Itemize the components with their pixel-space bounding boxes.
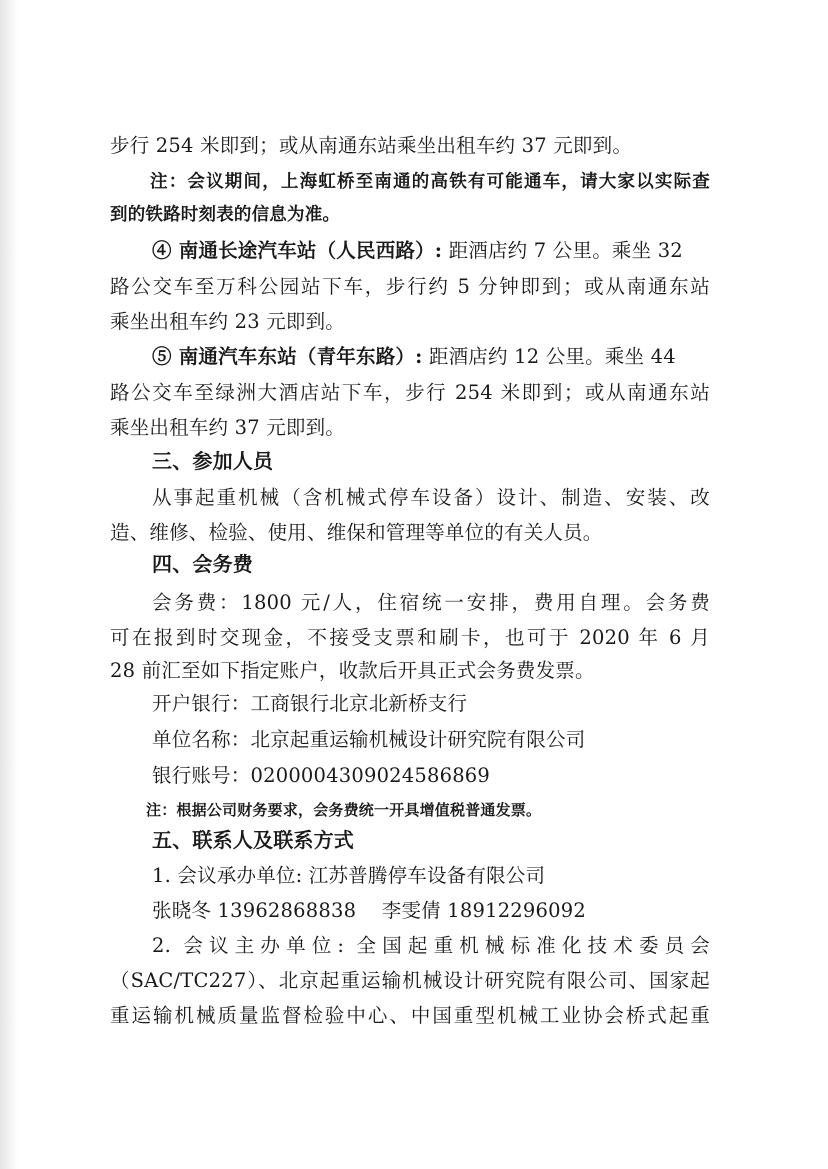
- text-line: 从事起重机械（含机械式停车设备）设计、制造、安装、改: [152, 486, 710, 509]
- route-item-4: [152, 237, 710, 265]
- route-item-5-label: ⑤ 南通汽车东站（青年东路）:: [152, 345, 423, 368]
- text-line: 会务费：1800 元/人，住宿统一安排，费用自理。会务费: [152, 591, 710, 614]
- scan-edge-shadow: [0, 0, 18, 1169]
- note-highspeed-rail: 注：会议期间，上海虹桥至南通的高铁有可能通车，请大家以实际查: [150, 172, 710, 192]
- text-line: 步行 254 米即到；或从南通东站乘坐出租车约 37 元即到。: [110, 134, 633, 157]
- text-line: 路公交车至万科公园站下车，步行约 5 分钟即到；或从南通东站: [110, 275, 710, 298]
- route-item-4-label: ④ 南通长途汽车站（人民西路）:: [152, 239, 443, 262]
- contact-persons: 张晓冬 13962868838 李雯倩 18912296092: [152, 899, 586, 922]
- note-invoice: 注：根据公司财务要求，会务费统一开具增值税普通发票。: [146, 801, 542, 819]
- host: 2. 会议主办单位: 全国起重机械标准化技术委员会: [152, 934, 710, 957]
- text-line: 乘坐出租车约 37 元即到。: [110, 416, 346, 439]
- section-heading-fee: 四、会务费: [152, 552, 253, 576]
- section-heading-contacts: 五、联系人及联系方式: [152, 828, 354, 852]
- bank-name: 开户银行：工商银行北京北新桥支行: [152, 692, 468, 715]
- route-item-5-text: 距酒店约 12 公里。乘坐 44: [422, 345, 676, 368]
- text-line: （SAC/TC227）、北京起重运输机械设计研究院有限公司、国家起: [110, 969, 710, 992]
- text-line: 28 前汇至如下指定账户，收款后开具正式会务费发票。: [110, 659, 595, 682]
- organizer: 1. 会议承办单位: 江苏普腾停车设备有限公司: [152, 864, 546, 887]
- text-line: 乘坐出租车约 23 元即到。: [110, 310, 346, 333]
- route-item-4-text: 距酒店约 7 公里。乘坐 32: [442, 239, 683, 262]
- section-heading-participants: 三、参加人员: [152, 449, 274, 473]
- note-highspeed-rail-cont: 到的铁路时刻表的信息为准。: [110, 205, 341, 225]
- text-line: 重运输机械质量监督检验中心、中国重型机械工业协会桥式起重: [110, 1004, 710, 1027]
- route-item-5: [152, 343, 710, 371]
- text-line: 路公交车至绿洲大酒店站下车，步行 254 米即到；或从南通东站: [110, 381, 710, 404]
- account-holder: 单位名称：北京起重运输机械设计研究院有限公司: [152, 728, 586, 751]
- text-line: 造、维修、检验、使用、维保和管理等单位的有关人员。: [110, 521, 603, 544]
- account-number: 银行账号：0200004309024586869: [152, 764, 491, 787]
- text-line: 可在报到时交现金，不接受支票和刷卡，也可于 2020 年 6 月: [110, 626, 710, 649]
